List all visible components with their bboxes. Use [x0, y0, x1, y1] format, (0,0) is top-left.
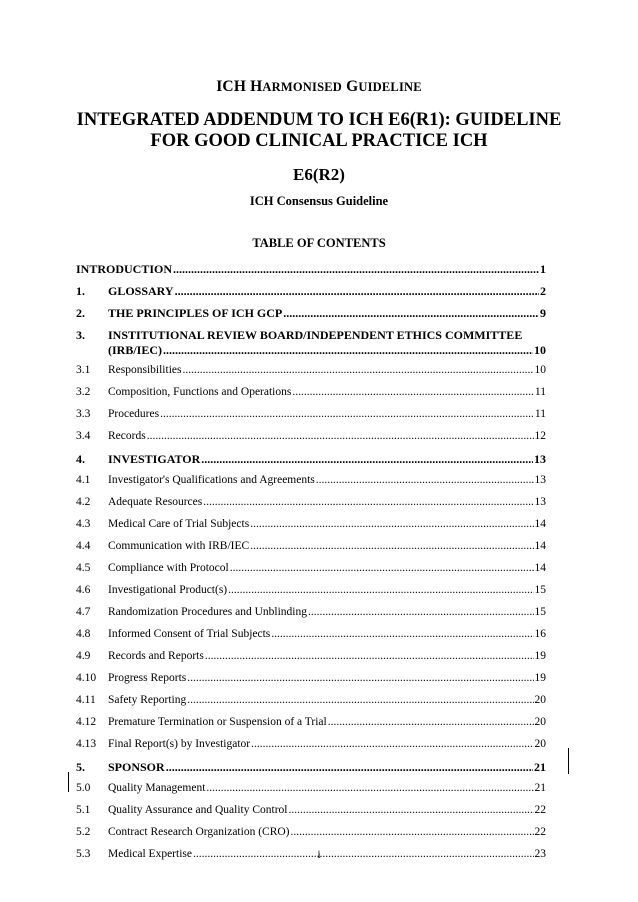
- toc-page: 9: [540, 306, 546, 320]
- toc-leader: [250, 540, 533, 552]
- toc-page: 12: [534, 430, 546, 442]
- toc-title: Medical Expertise: [108, 848, 192, 860]
- toc-number: 3.: [76, 328, 85, 342]
- toc-entry: [108, 474, 546, 486]
- toc-number: 5.2: [76, 826, 91, 838]
- heading-part-uideline: UIDELINE: [358, 80, 422, 94]
- toc-title: Informed Consent of Trial Subjects: [108, 628, 271, 640]
- toc-title: GLOSSARY: [108, 284, 174, 298]
- toc-entry: [108, 650, 546, 662]
- toc-number: 3.3: [76, 408, 91, 420]
- toc-entry: [108, 452, 546, 467]
- toc-page: 20: [534, 716, 546, 728]
- toc-title: Records and Reports: [108, 650, 204, 662]
- toc-page: 15: [534, 606, 546, 618]
- toc-page: 14: [534, 518, 546, 530]
- toc-number: 4.13: [76, 738, 97, 750]
- revision-bar-left: [68, 772, 69, 792]
- toc-page: 10: [534, 364, 546, 376]
- toc-title: Medical Care of Trial Subjects: [108, 518, 250, 530]
- toc-leader: [316, 474, 534, 486]
- toc-entry: [108, 716, 546, 728]
- toc-number: 1.: [76, 284, 85, 298]
- toc-leader: [205, 650, 534, 662]
- toc-title: Compliance with Protocol: [108, 562, 229, 574]
- toc-number: 4.3: [76, 518, 91, 530]
- toc-page: 11: [534, 408, 546, 420]
- toc-entry: [108, 804, 546, 816]
- toc-entry: [108, 672, 546, 684]
- toc-leader: [163, 343, 533, 358]
- toc-entry: [108, 826, 546, 838]
- toc-page: 23: [534, 848, 546, 860]
- toc-number: 5.: [76, 760, 85, 774]
- toc-title: Adequate Resources: [108, 496, 203, 508]
- toc-title: Final Report(s) by Investigator: [108, 738, 251, 750]
- toc-leader: [228, 584, 533, 596]
- toc-title-line1: INSTITUTIONAL REVIEW BOARD/INDEPENDENT ETHICS COMMITTEE: [108, 328, 523, 342]
- toc-number: 3.4: [76, 430, 91, 442]
- toc-title: Contract Research Organization (CRO): [108, 826, 290, 838]
- toc-title: Composition, Functions and Operations: [108, 386, 292, 398]
- toc-title: INTRODUCTION: [76, 262, 173, 276]
- heading-part-armonised: ARMONISED: [262, 80, 343, 94]
- toc-number: 5.0: [76, 782, 91, 794]
- toc-title: INVESTIGATOR: [108, 452, 201, 466]
- toc-leader: [201, 452, 533, 467]
- toc-entry: [108, 518, 546, 530]
- toc-heading: TABLE OF CONTENTS: [252, 236, 386, 250]
- toc-page: 14: [534, 562, 546, 574]
- toc-leader: [251, 738, 533, 750]
- toc-entry: [108, 284, 546, 299]
- toc-title: Quality Management: [108, 782, 206, 794]
- toc-page: 11: [534, 386, 546, 398]
- toc-number: 4.6: [76, 584, 91, 596]
- toc-number: 4.8: [76, 628, 91, 640]
- toc-leader: [291, 826, 534, 838]
- toc-leader: [166, 760, 533, 775]
- toc-number: 4.9: [76, 650, 91, 662]
- toc-page: 13: [534, 474, 546, 486]
- toc-title: Investigator's Qualifications and Agreements: [108, 474, 315, 486]
- toc-entry: [108, 738, 546, 750]
- heading-part-g: G: [342, 78, 359, 95]
- toc-title: Responsibilities: [108, 364, 182, 376]
- toc-title: THE PRINCIPLES OF ICH GCP: [108, 306, 283, 320]
- toc-number: 4.4: [76, 540, 91, 552]
- toc-number: 4.: [76, 452, 85, 466]
- toc-page: 22: [534, 826, 546, 838]
- toc-leader: [289, 804, 534, 816]
- toc-title: Progress Reports: [108, 672, 187, 684]
- toc-page: 20: [534, 738, 546, 750]
- revision-bar-right: [568, 748, 569, 774]
- toc-leader: [203, 496, 533, 508]
- toc-leader: [271, 628, 533, 640]
- toc-entry: [76, 262, 546, 277]
- toc-leader: [187, 694, 533, 706]
- heading-part-ich-h: ICH H: [216, 78, 263, 95]
- toc-title: Communication with IRB/IEC: [108, 540, 250, 552]
- toc-leader: [147, 430, 534, 442]
- toc-entry: [108, 562, 546, 574]
- toc-title: Procedures: [108, 408, 160, 420]
- toc-leader: [250, 518, 533, 530]
- toc-number: 4.10: [76, 672, 97, 684]
- toc-title: Premature Termination or Suspension of a Trial: [108, 716, 327, 728]
- toc-leader: [175, 284, 539, 299]
- toc-number: 4.12: [76, 716, 97, 728]
- toc-entry: [108, 606, 546, 618]
- toc-number: 2.: [76, 306, 85, 320]
- toc-page: 21: [534, 782, 546, 794]
- toc-leader: [173, 262, 539, 277]
- toc-entry: [108, 408, 546, 420]
- toc-number: 4.2: [76, 496, 91, 508]
- document-title: INTEGRATED ADDENDUM TO ICH E6(R1): GUIDELINE FOR GOOD CLINICAL PRACTICE ICH: [76, 110, 562, 151]
- toc-entry: [108, 782, 546, 794]
- toc-entry: [108, 306, 546, 321]
- toc-entry: [108, 540, 546, 552]
- toc-page: 15: [534, 584, 546, 596]
- toc-entry: [108, 343, 546, 358]
- toc-title: (IRB/IEC): [108, 343, 163, 357]
- toc-page: 2: [540, 284, 546, 298]
- toc-title: Investigational Product(s): [108, 584, 228, 596]
- toc-page: 13: [534, 496, 546, 508]
- toc-leader: [187, 672, 533, 684]
- toc-entry: [108, 628, 546, 640]
- toc-number: 5.1: [76, 804, 91, 816]
- toc-entry: [108, 584, 546, 596]
- toc-page: 1: [540, 262, 546, 276]
- toc-number: 3.1: [76, 364, 91, 376]
- toc-leader: [160, 408, 534, 420]
- toc-leader: [283, 306, 539, 321]
- toc-title: Safety Reporting: [108, 694, 187, 706]
- toc-page: 19: [534, 672, 546, 684]
- toc-page: 10: [534, 343, 546, 357]
- toc-entry: [108, 694, 546, 706]
- toc-page: 14: [534, 540, 546, 552]
- toc-entry: [108, 760, 546, 775]
- toc-entry: [108, 364, 546, 376]
- toc-number: 4.11: [76, 694, 96, 706]
- toc-title: Quality Assurance and Quality Control: [108, 804, 288, 816]
- toc-page: 21: [534, 760, 546, 774]
- toc-entry: [108, 496, 546, 508]
- toc-number: 4.7: [76, 606, 91, 618]
- toc-page: 20: [534, 694, 546, 706]
- toc-title: SPONSOR: [108, 760, 165, 774]
- toc-page: 19: [534, 650, 546, 662]
- guideline-code: E6(R2): [293, 165, 345, 184]
- harmonised-guideline-heading: [0, 78, 638, 96]
- toc-page: 16: [534, 628, 546, 640]
- toc-leader: [206, 782, 533, 794]
- toc-number: 3.2: [76, 386, 91, 398]
- toc-entry: [108, 430, 546, 442]
- toc-number: 5.3: [76, 848, 91, 860]
- toc-title: Records: [108, 430, 146, 442]
- page-number: i: [317, 847, 321, 861]
- toc-page: 22: [534, 804, 546, 816]
- toc-entry: [108, 386, 546, 398]
- toc-leader: [182, 364, 533, 376]
- toc-leader: [308, 606, 534, 618]
- toc-leader: [230, 562, 534, 574]
- toc-number: 4.1: [76, 474, 91, 486]
- consensus-subtitle: ICH Consensus Guideline: [249, 194, 389, 208]
- toc-title: Randomization Procedures and Unblinding: [108, 606, 307, 618]
- toc-leader: [292, 386, 534, 398]
- toc-number: 4.5: [76, 562, 91, 574]
- toc-page: 13: [534, 452, 546, 466]
- toc-leader: [328, 716, 534, 728]
